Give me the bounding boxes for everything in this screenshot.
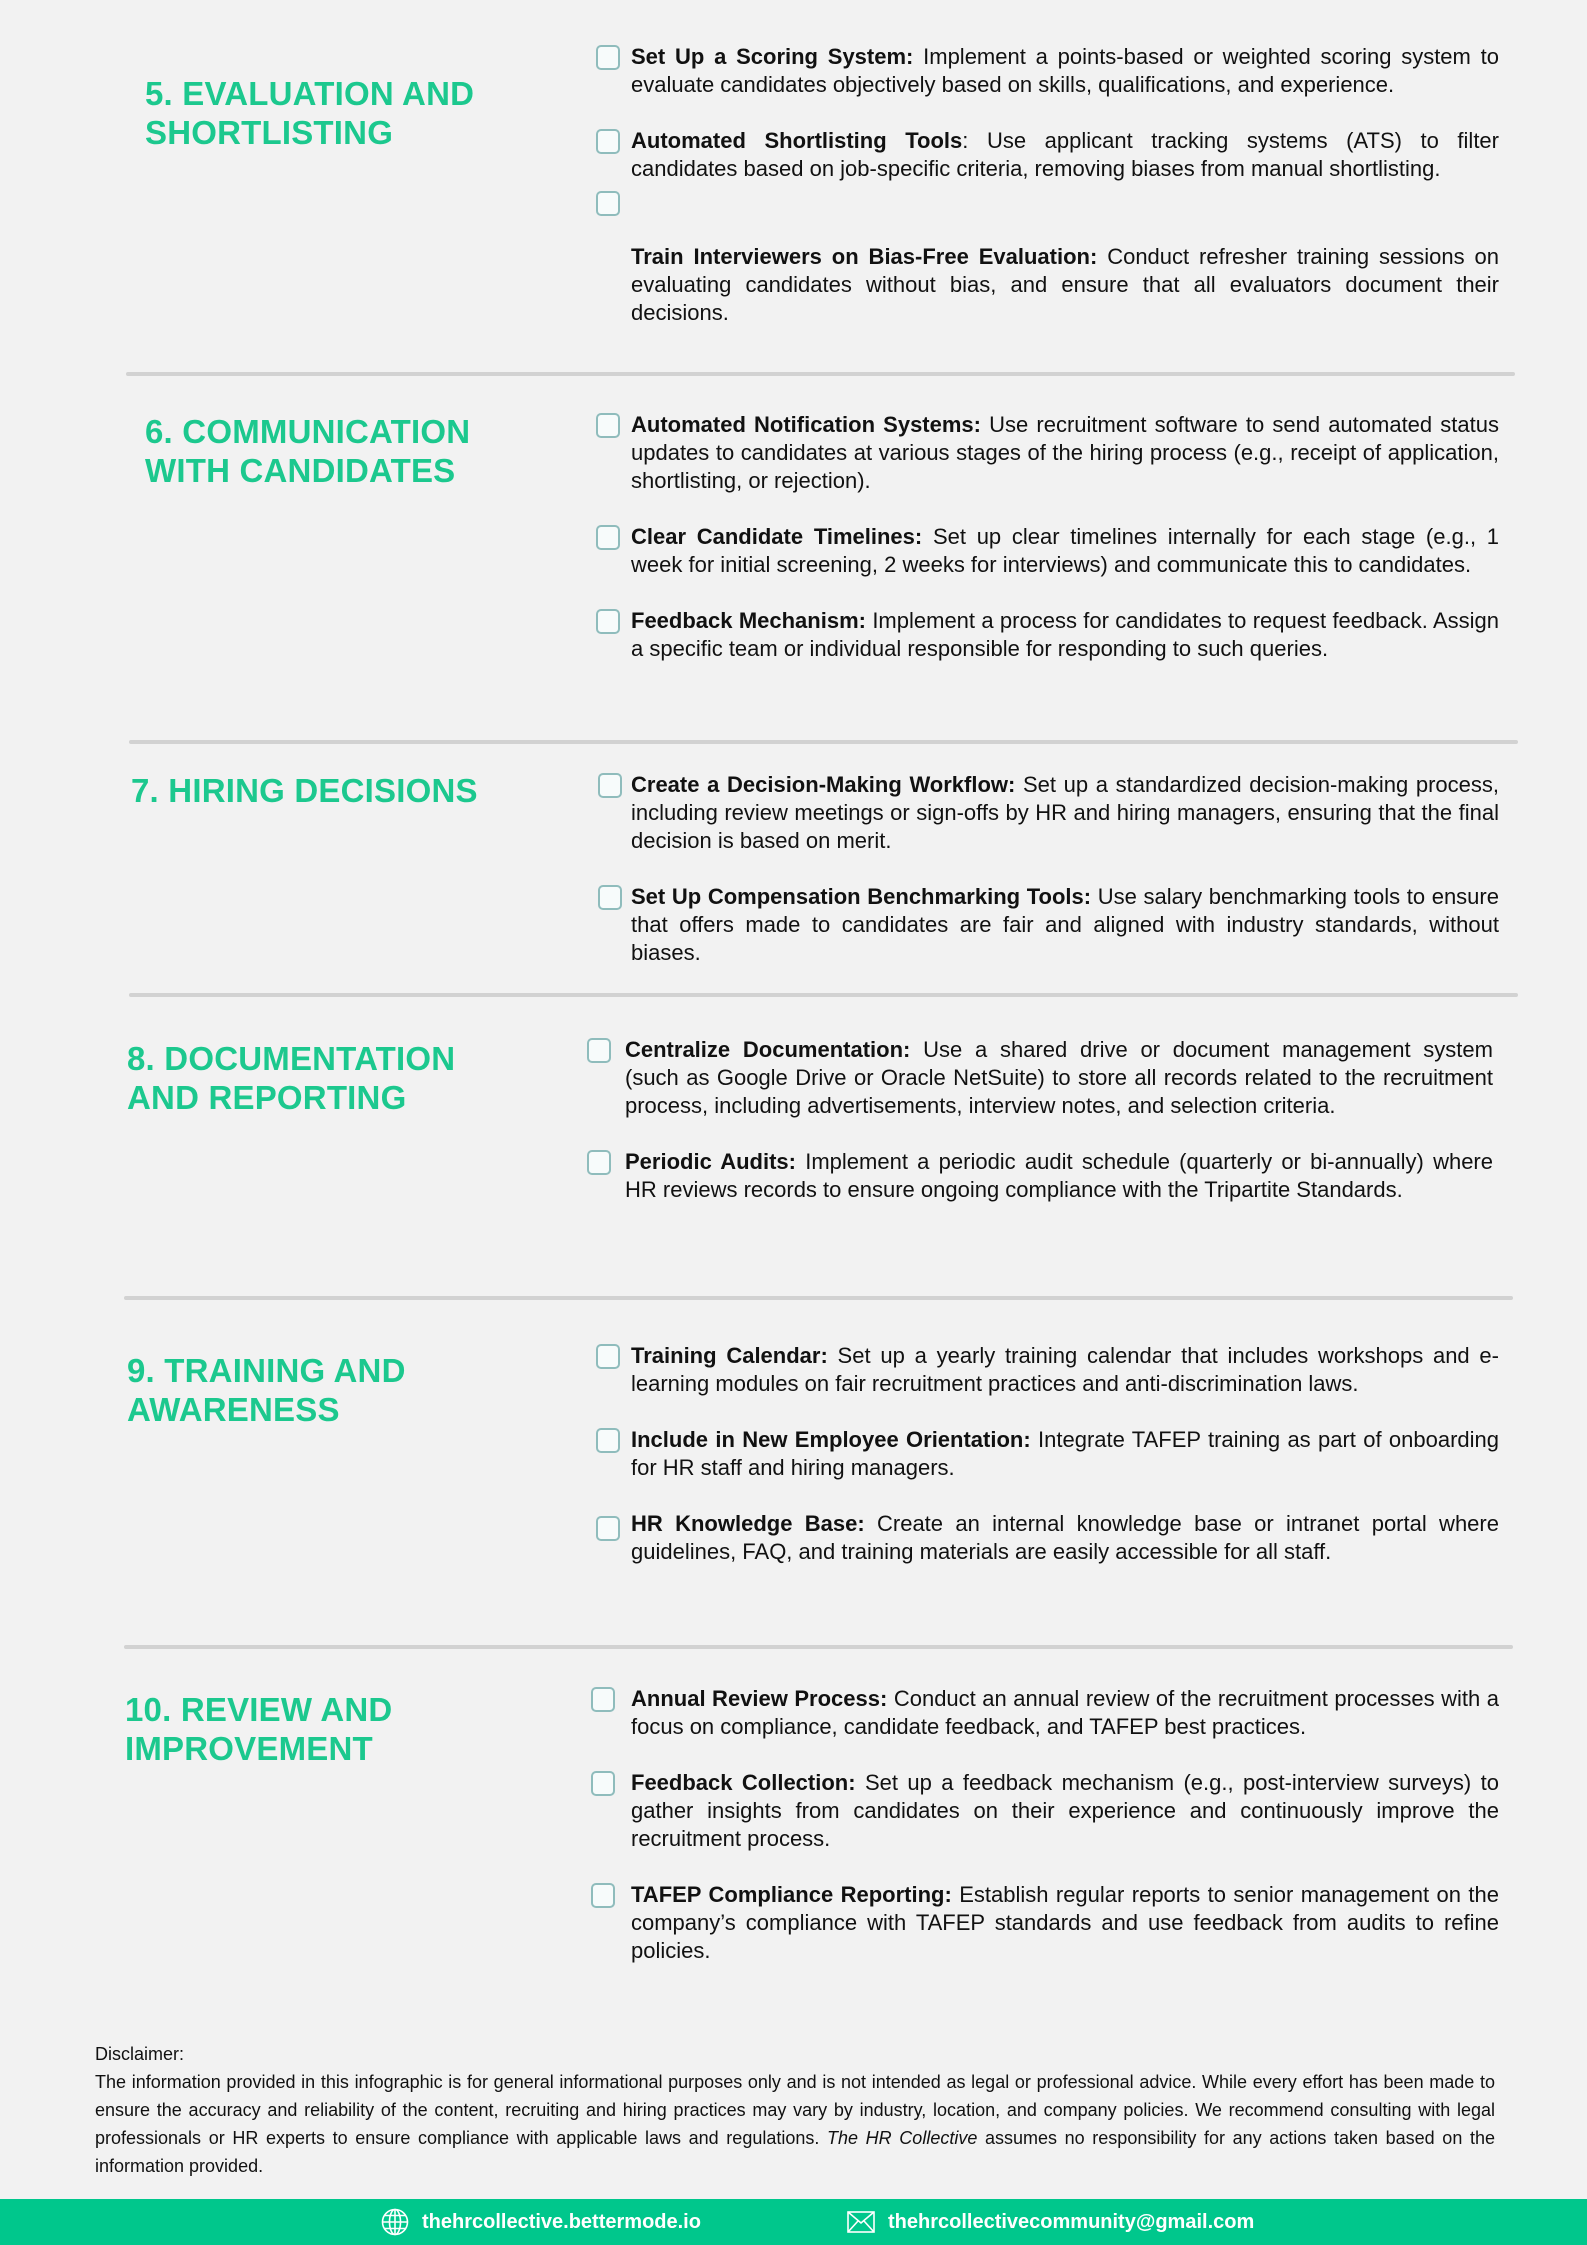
item-title: Training Calendar: (631, 1343, 828, 1368)
checkbox[interactable] (596, 1428, 620, 1453)
item-title: Periodic Audits: (625, 1149, 796, 1174)
section-divider (126, 372, 1515, 376)
checkbox[interactable] (591, 1771, 615, 1796)
section-divider (129, 993, 1518, 997)
item-title: Create a Decision-Making Workflow: (631, 772, 1016, 797)
checklist-item (587, 1685, 1499, 1741)
section-title: 7. HIRING DECISIONS (131, 772, 478, 809)
checkbox[interactable] (596, 413, 620, 438)
checkbox[interactable] (596, 525, 620, 550)
item-title: Automated Shortlisting Tools (631, 128, 963, 153)
checklist-item (587, 411, 1499, 495)
item-title: Train Interviewers on Bias-Free Evaluation: (631, 244, 1098, 269)
item-text: Implement a points-based or weighted scoring system to evaluate candidates objectively based on skills, qualifications, and experience. (631, 44, 1499, 97)
disclaimer-body (95, 2068, 1495, 2180)
checklist-item (587, 1881, 1499, 1965)
mail-icon (846, 2209, 876, 2235)
checklist (587, 43, 1499, 355)
checklist (587, 411, 1499, 691)
item-title: HR Knowledge Base: (631, 1511, 865, 1536)
item-title: Include in New Employee Orientation: (631, 1427, 1031, 1452)
item-text: Integrate TAFEP training as part of onboarding for HR staff and hiring managers. (631, 1427, 1499, 1480)
item-title: Centralize Documentation: (625, 1037, 911, 1062)
checkbox[interactable] (587, 1150, 611, 1175)
item-text: Set up a standardized decision-making process, including review meetings or sign-offs by HR and hiring managers, ensuring that the final decision is based on merit. (631, 772, 1499, 853)
checklist (587, 1685, 1499, 1993)
checkbox[interactable] (596, 129, 620, 154)
checkbox[interactable] (591, 1687, 615, 1712)
website-text: thehrcollective.bettermode.io (422, 2210, 701, 2233)
checkbox[interactable] (587, 1038, 611, 1063)
email-link[interactable] (846, 2199, 1254, 2245)
item-text: Implement a periodic audit schedule (quarterly or bi-annually) where HR reviews records to ensure ongoing compliance with the Tripartite Standards. (625, 1149, 1493, 1202)
checkbox[interactable] (596, 45, 620, 70)
item-text: Conduct an annual review of the recruitment processes with a focus on compliance, candidate feedback, and TAFEP best practices. (631, 1686, 1499, 1739)
checkbox[interactable] (596, 191, 620, 216)
checkbox[interactable] (596, 609, 620, 634)
checkbox[interactable] (598, 885, 622, 910)
item-text: Create an internal knowledge base or intranet portal where guidelines, FAQ, and training materials are easily accessible for all staff. (631, 1511, 1499, 1564)
section-divider (129, 740, 1518, 744)
disclaimer-heading: Disclaimer: (95, 2044, 185, 2064)
section-title: 5. EVALUATION AND SHORTLISTING (145, 75, 475, 151)
checkbox[interactable] (598, 773, 622, 798)
checklist-item (587, 1342, 1499, 1398)
checklist-item (587, 127, 1499, 183)
checkbox[interactable] (591, 1883, 615, 1908)
email-text: thehrcollectivecommunity@gmail.com (888, 2210, 1255, 2233)
section-divider (124, 1296, 1513, 1300)
item-text: Set up a yearly training calendar that includes workshops and e-learning modules on fair recruitment practices and anti-discrimination laws. (631, 1343, 1499, 1396)
checklist-item (587, 1769, 1499, 1853)
checkbox[interactable] (596, 1516, 620, 1541)
checklist-item (581, 1148, 1493, 1204)
item-text: Implement a process for candidates to request feedback. Assign a specific team or individual responsible for responding to such queries. (631, 608, 1499, 661)
section-title: 9. TRAINING AND AWARENESS (127, 1352, 406, 1428)
section-title: 10. REVIEW AND IMPROVEMENT (125, 1691, 393, 1767)
item-title: Set Up a Scoring System: (631, 44, 914, 69)
item-text: Set up a feedback mechanism (e.g., post-interview surveys) to gather insights from candidates on their experience and continuously improve the recruitment process. (631, 1770, 1499, 1851)
checklist-item (587, 523, 1499, 579)
globe-icon (380, 2207, 410, 2237)
checklist (587, 771, 1499, 995)
item-title: TAFEP Compliance Reporting: (631, 1882, 952, 1907)
checklist-item (587, 187, 1499, 327)
checklist-item (587, 43, 1499, 99)
item-text: Set up clear timelines internally for each stage (e.g., 1 week for initial screening, 2 weeks for interviews) and communicate this to candidates. (631, 524, 1500, 577)
checklist-item (581, 1036, 1493, 1120)
item-title: Feedback Collection: (631, 1770, 856, 1795)
section-title: 6. COMMUNICATION WITH CANDIDATES (145, 413, 471, 489)
item-text: Establish regular reports to senior management on the company’s compliance with TAFEP standards and use feedback from audits to refine policies. (631, 1882, 1499, 1963)
item-title: Clear Candidate Timelines: (631, 524, 923, 549)
item-text: Conduct refresher training sessions on evaluating candidates without bias, and ensure that all evaluators document their decisions. (631, 244, 1499, 325)
item-title: Automated Notification Systems: (631, 412, 981, 437)
checklist (581, 1036, 1493, 1232)
item-text: Use a shared drive or document management system (such as Google Drive or Oracle NetSuite) to store all records related to the recruitment process, including advertisements, interview notes, and selection criteria. (625, 1037, 1493, 1118)
disclaimer-brand: The HR Collective (827, 2128, 978, 2148)
checkbox[interactable] (596, 1344, 620, 1369)
section-title: 8. DOCUMENTATION AND REPORTING (127, 1040, 456, 1116)
checklist-item (587, 883, 1499, 967)
item-title: Set Up Compensation Benchmarking Tools: (631, 884, 1092, 909)
section-divider (124, 1645, 1513, 1649)
website-link[interactable] (380, 2199, 701, 2245)
disclaimer (95, 2040, 1495, 2180)
item-text: Use salary benchmarking tools to ensure that offers made to candidates are fair and aligned with industry standards, without biases. (631, 884, 1499, 965)
item-title: Feedback Mechanism: (631, 608, 866, 633)
checklist-item (587, 607, 1499, 663)
checklist (587, 1342, 1499, 1594)
disclaimer-tail: assumes no responsibility for any actions taken based on the information provided. (95, 2128, 1495, 2176)
checklist-item (587, 771, 1499, 855)
disclaimer-text: The information provided in this infographic is for general informational purposes only and is not intended as legal or professional advice. While every effort has been made to ensure the accuracy and reliability of the content, recruiting and hiring practices may vary by industry, location, and company policies. We recommend consulting with legal professionals or HR experts to ensure compliance with applicable laws and regulations. (95, 2072, 1495, 2148)
checklist-item (587, 1426, 1499, 1482)
checklist-item (587, 1510, 1499, 1566)
footer-bar (0, 2199, 1587, 2245)
item-title: Annual Review Process: (631, 1686, 888, 1711)
item-text: Use recruitment software to send automated status updates to candidates at various stages of the hiring process (e.g., receipt of application, shortlisting, or rejection). (631, 412, 1499, 493)
item-text: : Use applicant tracking systems (ATS) to filter candidates based on job-specific criteria, removing biases from manual shortlisting. (631, 128, 1499, 181)
